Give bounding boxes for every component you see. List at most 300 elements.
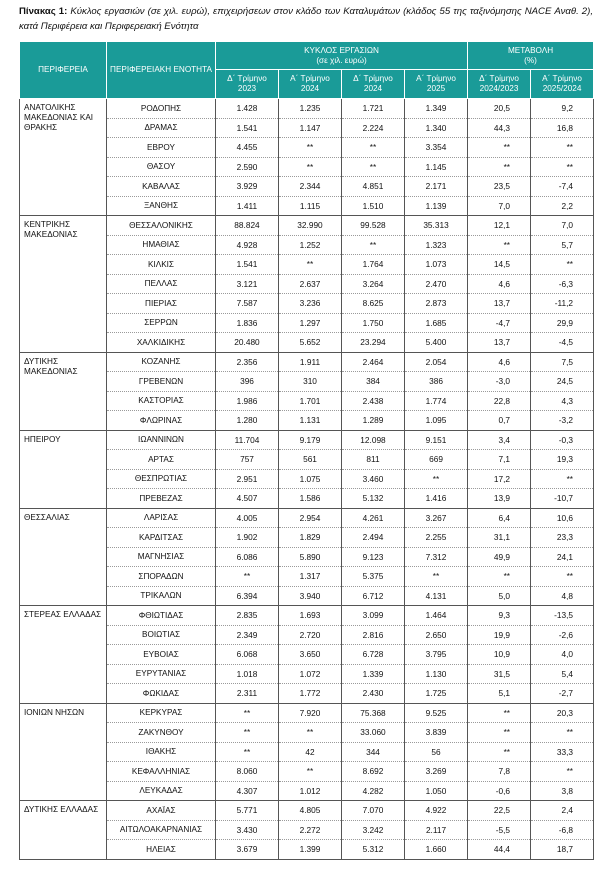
- change-q1: **: [531, 138, 594, 158]
- regional-unit-name: ΤΡΙΚΑΛΩΝ: [107, 586, 216, 606]
- change-q1: 9,2: [531, 99, 594, 119]
- change-q1: 29,9: [531, 313, 594, 333]
- regional-unit-name: ΕΒΡΟΥ: [107, 138, 216, 158]
- change-q4: 10,9: [468, 645, 531, 665]
- regional-unit-name: ΛΑΡΙΣΑΣ: [107, 508, 216, 528]
- value-q1-2024: 1.072: [279, 664, 342, 684]
- table-row: [20, 411, 594, 431]
- change-q1: 4,8: [531, 586, 594, 606]
- table-row: [20, 567, 594, 587]
- change-q4: 9,3: [468, 606, 531, 626]
- value-q4-2024: **: [342, 157, 405, 177]
- value-q1-2025: 1.095: [405, 411, 468, 431]
- change-q1: 2,4: [531, 801, 594, 821]
- value-q1-2024: **: [279, 762, 342, 782]
- region-name: ΔΥΤΙΚΗΣ ΕΛΛΑΔΑΣ: [20, 801, 107, 860]
- change-q4: **: [468, 567, 531, 587]
- value-q4-2023: 6.086: [216, 547, 279, 567]
- change-q1: 7,0: [531, 216, 594, 236]
- value-q4-2024: 3.099: [342, 606, 405, 626]
- regional-unit-name: ΚΙΛΚΙΣ: [107, 255, 216, 275]
- table-row: [20, 820, 594, 840]
- value-q4-2023: 1.411: [216, 196, 279, 216]
- table-row: [20, 742, 594, 762]
- regional-unit-name: ΘΕΣΣΑΛΟΝΙΚΗΣ: [107, 216, 216, 236]
- change-q4: 31,1: [468, 528, 531, 548]
- value-q4-2023: 4.455: [216, 138, 279, 158]
- value-q1-2024: **: [279, 255, 342, 275]
- change-q1: -11,2: [531, 294, 594, 314]
- regional-unit-name: ΚΑΣΤΟΡΙΑΣ: [107, 391, 216, 411]
- regional-unit-name: ΑΧΑΪΑΣ: [107, 801, 216, 821]
- change-q4: 13,7: [468, 333, 531, 353]
- regional-unit-name: ΞΑΝΘΗΣ: [107, 196, 216, 216]
- value-q4-2024: **: [342, 138, 405, 158]
- change-q4: 7,1: [468, 450, 531, 470]
- value-q1-2024: 1.399: [279, 840, 342, 860]
- change-q1: 10,6: [531, 508, 594, 528]
- change-q4: 13,7: [468, 294, 531, 314]
- change-q1: 16,8: [531, 118, 594, 138]
- value-q1-2024: **: [279, 157, 342, 177]
- table-row: [20, 781, 594, 801]
- region-name: ΙΟΝΙΩΝ ΝΗΣΩΝ: [20, 703, 107, 801]
- regional-unit-name: ΣΠΟΡΑΔΩΝ: [107, 567, 216, 587]
- regional-unit-name: ΒΟΙΩΤΙΑΣ: [107, 625, 216, 645]
- value-q4-2023: 1.428: [216, 99, 279, 119]
- change-q1: 4,0: [531, 645, 594, 665]
- regional-unit-name: ΖΑΚΥΝΘΟΥ: [107, 723, 216, 743]
- change-q4: 0,7: [468, 411, 531, 431]
- value-q1-2025: 1.145: [405, 157, 468, 177]
- regional-unit-name: ΠΡΕΒΕΖΑΣ: [107, 489, 216, 509]
- value-q1-2025: 1.725: [405, 684, 468, 704]
- value-q1-2025: 1.349: [405, 99, 468, 119]
- value-q1-2025: 2.470: [405, 274, 468, 294]
- change-q1: -6,8: [531, 820, 594, 840]
- table-row: [20, 703, 594, 723]
- table-row: [20, 489, 594, 509]
- header-turnover-group: [216, 42, 468, 70]
- value-q4-2023: 4.507: [216, 489, 279, 509]
- value-q4-2024: 1.764: [342, 255, 405, 275]
- table-row: [20, 216, 594, 236]
- change-q4: 5,1: [468, 684, 531, 704]
- value-q4-2023: 6.068: [216, 645, 279, 665]
- header-col-q4-2024: Δ΄ Τρίμηνο 2024: [342, 70, 405, 99]
- value-q4-2024: 3.242: [342, 820, 405, 840]
- value-q4-2024: 811: [342, 450, 405, 470]
- value-q1-2025: 1.685: [405, 313, 468, 333]
- change-q4: 22,5: [468, 801, 531, 821]
- value-q1-2025: 1.464: [405, 606, 468, 626]
- change-q4: 14,5: [468, 255, 531, 275]
- value-q1-2024: 1.586: [279, 489, 342, 509]
- value-q1-2024: 1.772: [279, 684, 342, 704]
- value-q4-2023: 1.280: [216, 411, 279, 431]
- table-caption: [19, 4, 593, 34]
- value-q4-2024: 3.264: [342, 274, 405, 294]
- value-q4-2023: 1.541: [216, 118, 279, 138]
- value-q4-2023: 2.590: [216, 157, 279, 177]
- value-q1-2025: **: [405, 469, 468, 489]
- value-q1-2024: 1.235: [279, 99, 342, 119]
- value-q4-2024: 8.692: [342, 762, 405, 782]
- value-q4-2023: **: [216, 742, 279, 762]
- region-name: ΘΕΣΣΑΛΙΑΣ: [20, 508, 107, 606]
- table-row: [20, 625, 594, 645]
- value-q4-2023: 1.018: [216, 664, 279, 684]
- value-q1-2025: 7.312: [405, 547, 468, 567]
- value-q1-2024: 1.131: [279, 411, 342, 431]
- value-q4-2024: 33.060: [342, 723, 405, 743]
- value-q4-2024: 3.460: [342, 469, 405, 489]
- value-q4-2023: 2.835: [216, 606, 279, 626]
- value-q4-2024: **: [342, 235, 405, 255]
- table-row: [20, 801, 594, 821]
- region-name: ΗΠΕΙΡΟΥ: [20, 430, 107, 508]
- value-q4-2023: 1.902: [216, 528, 279, 548]
- value-q4-2024: 1.289: [342, 411, 405, 431]
- change-q4: 5,0: [468, 586, 531, 606]
- value-q4-2024: 344: [342, 742, 405, 762]
- value-q1-2025: 1.139: [405, 196, 468, 216]
- change-q1: 5,4: [531, 664, 594, 684]
- value-q1-2024: 1.693: [279, 606, 342, 626]
- region-name: ΚΕΝΤΡΙΚΗΣ ΜΑΚΕΔΟΝΙΑΣ: [20, 216, 107, 353]
- value-q1-2024: 4.805: [279, 801, 342, 821]
- value-q4-2024: 2.464: [342, 352, 405, 372]
- value-q1-2024: 1.075: [279, 469, 342, 489]
- change-q1: 4,3: [531, 391, 594, 411]
- table-row: [20, 294, 594, 314]
- value-q4-2024: 7.070: [342, 801, 405, 821]
- value-q4-2023: **: [216, 567, 279, 587]
- value-q4-2023: 4.307: [216, 781, 279, 801]
- value-q4-2024: 1.339: [342, 664, 405, 684]
- value-q1-2025: 1.050: [405, 781, 468, 801]
- value-q1-2024: 2.344: [279, 177, 342, 197]
- change-q1: 5,7: [531, 235, 594, 255]
- value-q1-2024: 2.954: [279, 508, 342, 528]
- regional-unit-name: ΛΕΥΚΑΔΑΣ: [107, 781, 216, 801]
- table-row: [20, 196, 594, 216]
- region-name: ΔΥΤΙΚΗΣ ΜΑΚΕΔΟΝΙΑΣ: [20, 352, 107, 430]
- header-turnover-title: ΚΥΚΛΟΣ ΕΡΓΑΣΙΩΝ: [304, 45, 379, 55]
- table-row: [20, 333, 594, 353]
- value-q4-2023: 757: [216, 450, 279, 470]
- change-q1: 24,1: [531, 547, 594, 567]
- regional-unit-name: ΚΑΡΔΙΤΣΑΣ: [107, 528, 216, 548]
- value-q1-2025: 669: [405, 450, 468, 470]
- change-q1: **: [531, 567, 594, 587]
- table-row: [20, 840, 594, 860]
- change-q4: 13,9: [468, 489, 531, 509]
- regional-unit-name: ΑΙΤΩΛΟΑΚΑΡΝΑΝΙΑΣ: [107, 820, 216, 840]
- change-q4: 12,1: [468, 216, 531, 236]
- table-row: [20, 235, 594, 255]
- change-q4: 4,6: [468, 352, 531, 372]
- value-q1-2024: 3.236: [279, 294, 342, 314]
- value-q4-2024: 2.224: [342, 118, 405, 138]
- header-col-change-q1: Α΄ Τρίμηνο 2025/2024: [531, 70, 594, 99]
- regional-unit-name: ΧΑΛΚΙΔΙΚΗΣ: [107, 333, 216, 353]
- value-q1-2024: 1.297: [279, 313, 342, 333]
- value-q4-2023: 20.480: [216, 333, 279, 353]
- value-q1-2025: 2.171: [405, 177, 468, 197]
- value-q1-2025: 2.117: [405, 820, 468, 840]
- change-q1: 24,5: [531, 372, 594, 392]
- change-q4: -4,7: [468, 313, 531, 333]
- header-col-q1-2024: Α΄ Τρίμηνο 2024: [279, 70, 342, 99]
- change-q1: 3,8: [531, 781, 594, 801]
- change-q4: -0,6: [468, 781, 531, 801]
- table-row: [20, 313, 594, 333]
- value-q1-2025: 2.054: [405, 352, 468, 372]
- caption-text: Κύκλος εργασιών (σε χιλ. ευρώ), επιχειρήσεων στον κλάδο των Καταλυμάτων (κλάδος 55 της ταξινόμησης NACE Αναθ. 2), κατά Περιφέρεια και Περιφερειακή Ενότητα: [19, 6, 593, 32]
- change-q4: 31,5: [468, 664, 531, 684]
- value-q1-2024: 561: [279, 450, 342, 470]
- value-q1-2025: 1.774: [405, 391, 468, 411]
- value-q1-2024: 1.012: [279, 781, 342, 801]
- value-q1-2024: 32.990: [279, 216, 342, 236]
- regional-unit-name: ΡΟΔΟΠΗΣ: [107, 99, 216, 119]
- value-q1-2024: **: [279, 138, 342, 158]
- regional-unit-name: ΚΟΖΑΝΗΣ: [107, 352, 216, 372]
- header-change-unit: (%): [524, 55, 537, 65]
- value-q1-2025: 2.873: [405, 294, 468, 314]
- value-q1-2025: 2.650: [405, 625, 468, 645]
- value-q4-2023: **: [216, 703, 279, 723]
- table-row: [20, 372, 594, 392]
- change-q1: **: [531, 762, 594, 782]
- change-q4: 19,9: [468, 625, 531, 645]
- value-q4-2023: 396: [216, 372, 279, 392]
- table-row: [20, 606, 594, 626]
- table-row: [20, 586, 594, 606]
- header-region: ΠΕΡΙΦΕΡΕΙΑ: [20, 42, 107, 99]
- value-q4-2024: 12.098: [342, 430, 405, 450]
- header-col-change-q4: Δ΄ Τρίμηνο 2024/2023: [468, 70, 531, 99]
- change-q1: **: [531, 469, 594, 489]
- change-q1: 7,5: [531, 352, 594, 372]
- regional-unit-name: ΔΡΑΜΑΣ: [107, 118, 216, 138]
- change-q1: 20,3: [531, 703, 594, 723]
- table-row: [20, 177, 594, 197]
- regional-unit-name: ΦΩΚΙΔΑΣ: [107, 684, 216, 704]
- regional-unit-name: ΘΕΣΠΡΩΤΙΑΣ: [107, 469, 216, 489]
- value-q1-2025: 1.130: [405, 664, 468, 684]
- value-q1-2024: 1.911: [279, 352, 342, 372]
- value-q4-2023: 6.394: [216, 586, 279, 606]
- table-row: [20, 450, 594, 470]
- change-q1: 2,2: [531, 196, 594, 216]
- table-row: [20, 391, 594, 411]
- value-q4-2024: 8.625: [342, 294, 405, 314]
- value-q4-2023: 2.951: [216, 469, 279, 489]
- value-q1-2024: 1.252: [279, 235, 342, 255]
- header-col-q4-2023: Δ΄ Τρίμηνο 2023: [216, 70, 279, 99]
- header-change-title: ΜΕΤΑΒΟΛΗ: [507, 45, 554, 55]
- value-q1-2025: 56: [405, 742, 468, 762]
- change-q1: -0,3: [531, 430, 594, 450]
- regional-unit-name: ΠΙΕΡΙΑΣ: [107, 294, 216, 314]
- change-q4: 23,5: [468, 177, 531, 197]
- table-row: [20, 274, 594, 294]
- value-q4-2023: 2.356: [216, 352, 279, 372]
- regional-unit-name: ΙΩΑΝΝΙΝΩΝ: [107, 430, 216, 450]
- value-q4-2024: 5.375: [342, 567, 405, 587]
- value-q1-2025: 9.151: [405, 430, 468, 450]
- value-q4-2023: 4.005: [216, 508, 279, 528]
- change-q1: -10,7: [531, 489, 594, 509]
- change-q4: **: [468, 157, 531, 177]
- value-q1-2024: 2.272: [279, 820, 342, 840]
- change-q4: 17,2: [468, 469, 531, 489]
- change-q1: -13,5: [531, 606, 594, 626]
- table-row: [20, 469, 594, 489]
- value-q1-2024: 1.115: [279, 196, 342, 216]
- value-q4-2024: 5.132: [342, 489, 405, 509]
- table-row: [20, 430, 594, 450]
- table-row: [20, 528, 594, 548]
- change-q4: 7,0: [468, 196, 531, 216]
- value-q1-2025: 1.323: [405, 235, 468, 255]
- table-row: [20, 762, 594, 782]
- change-q4: 44,3: [468, 118, 531, 138]
- value-q1-2025: 4.922: [405, 801, 468, 821]
- regional-unit-name: ΚΕΡΚΥΡΑΣ: [107, 703, 216, 723]
- value-q1-2024: 1.147: [279, 118, 342, 138]
- value-q4-2023: 3.679: [216, 840, 279, 860]
- value-q1-2025: 3.269: [405, 762, 468, 782]
- value-q4-2023: 3.929: [216, 177, 279, 197]
- change-q4: -5,5: [468, 820, 531, 840]
- value-q4-2023: 2.311: [216, 684, 279, 704]
- value-q1-2025: 35.313: [405, 216, 468, 236]
- value-q1-2025: 5.400: [405, 333, 468, 353]
- change-q4: -3,0: [468, 372, 531, 392]
- change-q1: -7,4: [531, 177, 594, 197]
- change-q1: 23,3: [531, 528, 594, 548]
- value-q4-2023: 7.587: [216, 294, 279, 314]
- table-row: [20, 255, 594, 275]
- change-q4: 6,4: [468, 508, 531, 528]
- regional-unit-name: ΦΛΩΡΙΝΑΣ: [107, 411, 216, 431]
- table-row: [20, 352, 594, 372]
- value-q1-2024: 2.637: [279, 274, 342, 294]
- value-q4-2024: 2.494: [342, 528, 405, 548]
- value-q4-2024: 1.750: [342, 313, 405, 333]
- regional-unit-name: ΕΥΡΥΤΑΝΙΑΣ: [107, 664, 216, 684]
- value-q4-2024: 99.528: [342, 216, 405, 236]
- change-q4: **: [468, 703, 531, 723]
- change-q4: 4,6: [468, 274, 531, 294]
- change-q4: **: [468, 235, 531, 255]
- header-col-q1-2025: Α΄ Τρίμηνο 2025: [405, 70, 468, 99]
- regional-unit-name: ΗΜΑΘΙΑΣ: [107, 235, 216, 255]
- value-q4-2024: 5.312: [342, 840, 405, 860]
- table-row: [20, 684, 594, 704]
- regional-unit-name: ΚΕΦΑΛΛΗΝΙΑΣ: [107, 762, 216, 782]
- change-q4: **: [468, 742, 531, 762]
- value-q4-2024: 384: [342, 372, 405, 392]
- value-q4-2024: 4.282: [342, 781, 405, 801]
- value-q4-2024: 4.851: [342, 177, 405, 197]
- value-q1-2025: 3.839: [405, 723, 468, 743]
- table-body: [20, 99, 594, 860]
- value-q4-2023: 5.771: [216, 801, 279, 821]
- table-row: [20, 99, 594, 119]
- value-q4-2023: 4.928: [216, 235, 279, 255]
- value-q4-2024: 1.510: [342, 196, 405, 216]
- value-q1-2025: 4.131: [405, 586, 468, 606]
- change-q1: -3,2: [531, 411, 594, 431]
- value-q1-2024: 1.829: [279, 528, 342, 548]
- change-q1: -2,6: [531, 625, 594, 645]
- value-q4-2023: 2.349: [216, 625, 279, 645]
- value-q1-2024: 9.179: [279, 430, 342, 450]
- table-row: [20, 645, 594, 665]
- change-q1: **: [531, 157, 594, 177]
- value-q1-2024: 5.890: [279, 547, 342, 567]
- value-q1-2025: 9.525: [405, 703, 468, 723]
- header-turnover-unit: (σε χιλ. ευρώ): [316, 55, 367, 65]
- value-q1-2024: 42: [279, 742, 342, 762]
- value-q4-2024: 23.294: [342, 333, 405, 353]
- value-q1-2024: 2.720: [279, 625, 342, 645]
- value-q4-2023: 1.541: [216, 255, 279, 275]
- region-name: ΑΝΑΤΟΛΙΚΗΣ ΜΑΚΕΔΟΝΙΑΣ ΚΑΙ ΘΡΑΚΗΣ: [20, 99, 107, 216]
- value-q1-2024: 3.650: [279, 645, 342, 665]
- table-row: [20, 118, 594, 138]
- value-q1-2025: **: [405, 567, 468, 587]
- value-q1-2025: 3.267: [405, 508, 468, 528]
- header-change-group: [468, 42, 594, 70]
- header-regional-unit: ΠΕΡΙΦΕΡΕΙΑΚΗ ΕΝΟΤΗΤΑ: [107, 42, 216, 99]
- value-q1-2024: 310: [279, 372, 342, 392]
- change-q1: -6,3: [531, 274, 594, 294]
- table-row: [20, 138, 594, 158]
- value-q4-2023: 1.986: [216, 391, 279, 411]
- change-q4: 49,9: [468, 547, 531, 567]
- regional-unit-name: ΓΡΕΒΕΝΩΝ: [107, 372, 216, 392]
- value-q4-2023: 11.704: [216, 430, 279, 450]
- change-q4: **: [468, 723, 531, 743]
- regional-unit-name: ΑΡΤΑΣ: [107, 450, 216, 470]
- regional-unit-name: ΘΑΣΟΥ: [107, 157, 216, 177]
- value-q4-2023: 1.836: [216, 313, 279, 333]
- value-q1-2024: 1.317: [279, 567, 342, 587]
- change-q1: 19,3: [531, 450, 594, 470]
- table-row: [20, 508, 594, 528]
- value-q4-2024: 6.728: [342, 645, 405, 665]
- value-q1-2025: 3.354: [405, 138, 468, 158]
- change-q1: 33,3: [531, 742, 594, 762]
- regional-unit-name: ΦΘΙΩΤΙΔΑΣ: [107, 606, 216, 626]
- regional-unit-name: ΕΥΒΟΙΑΣ: [107, 645, 216, 665]
- regional-unit-name: ΜΑΓΝΗΣΙΑΣ: [107, 547, 216, 567]
- table-row: [20, 664, 594, 684]
- value-q4-2024: 6.712: [342, 586, 405, 606]
- regional-unit-name: ΗΛΕΙΑΣ: [107, 840, 216, 860]
- value-q1-2025: 386: [405, 372, 468, 392]
- change-q4: 3,4: [468, 430, 531, 450]
- value-q4-2023: 8.060: [216, 762, 279, 782]
- value-q4-2023: 3.121: [216, 274, 279, 294]
- change-q1: **: [531, 255, 594, 275]
- value-q4-2023: **: [216, 723, 279, 743]
